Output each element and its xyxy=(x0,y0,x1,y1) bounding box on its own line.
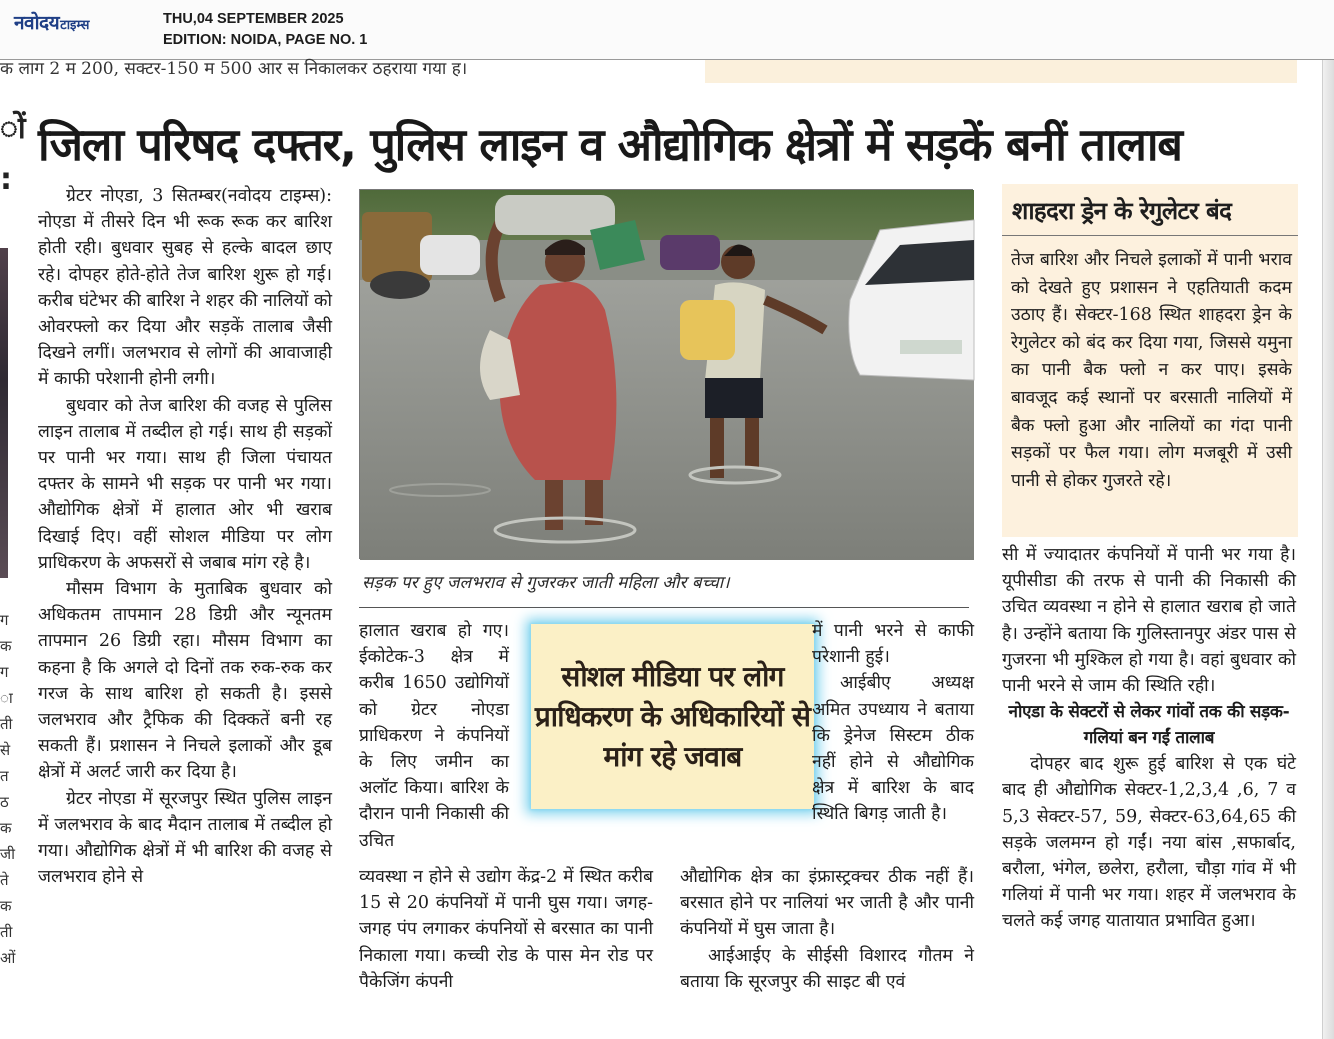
side-box-title: शाहदरा ड्रेन के रेगुलेटर बंद xyxy=(1012,197,1232,225)
article-column-3-bottom xyxy=(680,864,974,995)
article-paragraph: ग्रेटर नोएडा, 3 सितम्बर(नवोदय टाइम्स): नोएडा में तीसरे दिन भी रूक रूक कर बारिश होती रही। बुधवार सुबह से हल्के बादल छाए रहे। दोपहर होते-होते तेज बारिश शुरू हो गई। करीब घंटेभर की बारिश ने शहर की नालियों को ओवरफ्लो कर दिया और सड़कें तालाब जैसी दिखने लगीं। जलभराव से लोगों की आवाजाही में काफी परेशानी होनी लगी। xyxy=(38,186,332,390)
side-box-text: तेज बारिश और निचले इलाकों में पानी भराव को देखते हुए प्रशासन ने एहतियाती कदम उठाए हैं। सेक्टर-168 स्थित शाहदरा ड्रेन के रेगुलेटर को बंद कर दिया गया, जिससे यमुना का पानी बैक फ्लो न कर पाए। इसके बावजूद कई स्थानों पर बरसाती नालियों में बैक फ्लो हुआ और नालियों का गंदा पानी सड़कों पर फैल गया। लोग मजबूरी में उसी पानी से होकर गुजरते रहे। xyxy=(1011,250,1292,491)
edition-line: EDITION: NOIDA, PAGE NO. 1 xyxy=(163,32,368,48)
clipped-glyph: ों xyxy=(0,111,26,146)
pull-quote-text: सोशल मीडिया पर लोग प्राधिकरण के अधिकारियों से मांग रहे जवाब xyxy=(534,659,811,773)
page-scroll-edge[interactable] xyxy=(1322,60,1334,1039)
section-divider xyxy=(359,607,969,608)
article-paragraph: व्यवस्था न होने से उद्योग केंद्र-2 में स्थित करीब 15 से 20 कंपनियों में पानी घुस गया। जगह-जगह पंप लगाकर कंपनियों से बरसात का पानी निकाला गया। कच्ची रोड के पास मेन रोड पर पैकेजिंग कंपनी xyxy=(359,867,653,992)
clipped-previous-text: क लाग 2 म 200, सक्टर-150 म 500 आर स निकालकर ठहराया गया ह। xyxy=(0,59,468,79)
article-headline: जिला परिषद दफ्तर, पुलिस लाइन व औद्योगिक क्षेत्रों में सड़कें बनीं तालाब xyxy=(38,118,1182,171)
clipped-fragment: ती xyxy=(0,923,13,941)
distant-car xyxy=(420,235,480,275)
clipped-fragment: जी xyxy=(0,845,16,863)
clipped-fragment: ओं xyxy=(0,949,16,967)
clipped-glyph: : xyxy=(0,162,12,197)
side-box-rule xyxy=(1002,235,1298,236)
edition-info xyxy=(163,9,367,51)
logo-main-text: नवोदय xyxy=(14,12,60,34)
clipped-fragment: ती xyxy=(0,715,13,733)
article-subheading: नोएडा के सेक्टरों से लेकर गांवों तक की सड़क-गलियां बन गईं तालाब xyxy=(1008,702,1290,749)
clipped-fragment: त xyxy=(0,767,9,785)
article-paragraph: हालात खराब हो गए। ईकोटेक-3 क्षेत्र में करीब 1650 उद्योगियों को ग्रेटर नोएडा प्राधिकरण ने कंपनियों के लिए जमीन का अलॉट किया। बारिश के दौरान पानी निकासी की उचित xyxy=(359,621,509,851)
pull-quote-box xyxy=(531,624,814,809)
article-paragraph: दोपहर बाद शुरू हुई बारिश से एक घंटे बाद ही औद्योगिक सेक्टर-1,2,3,4 ,6, 7 व 5,3 सेक्टर-57, 59, सेक्टर-63,64,65 की सड़के जलमग्न हो गईं। नया बांस ,सफार्बाद, बरौला, भंगेल, छलेरा, हरौला, चौड़ा गांव में भी गलियां में पानी भर गया। शहर में जलभराव के चलते कई जगह यातायात प्रभावित हुआ। xyxy=(1002,754,1296,932)
article-column-4 xyxy=(1002,542,1296,935)
child-bundle xyxy=(680,300,735,360)
clipped-fragment: ग xyxy=(0,611,9,629)
newspaper-logo[interactable] xyxy=(14,9,89,35)
clipped-fragment: क xyxy=(0,897,12,915)
flooded-street-illustration xyxy=(360,190,974,560)
clipped-photo xyxy=(0,248,8,578)
article-paragraph: आईआईए के सीईसी विशारद गौतम ने बताया कि सूरजपुर की साइट बी एवं xyxy=(680,945,974,992)
clipped-fragment: ा xyxy=(0,689,13,707)
article-column-1 xyxy=(38,183,332,890)
article-column-2-top xyxy=(359,618,509,854)
clipped-fragment: से xyxy=(0,741,11,759)
article-paragraph: बुधवार को तेज बारिश की वजह से पुलिस लाइन तालाब में तब्दील हो गई। साथ ही सड़कों पर पानी भर गया। साथ ही जिला पंचायत दफ्तर के सामने भी सड़क पर पानी भर गया। औद्योगिक क्षेत्रों में हालात ओर भी खराब दिखाई दिए। वहीं सोशल मीडिया पर लोग प्राधिकरण के अफसरों से जबाब मांग रहे है। xyxy=(38,395,332,573)
clipped-fragment: ठ xyxy=(0,793,9,811)
clipped-fragment: क xyxy=(0,637,12,655)
article-paragraph: में पानी भरने से काफी परेशानी हुई। xyxy=(812,621,974,668)
clipped-fragment: ग xyxy=(0,663,9,681)
article-paragraph: आईबीए अध्यक्ष अमित उपध्याय ने बताया कि ड्रेनेज सिस्टम ठीक नहीं होने से औद्योगिक क्षेत्र में बारिश के बाद स्थिति बिगड़ जाती है। xyxy=(812,673,974,825)
logo-sub-text: टाइम्स xyxy=(60,18,90,33)
photo-caption: सड़क पर हुए जलभराव से गुजरकर जाती महिला और बच्चा। xyxy=(362,573,730,593)
article-column-2-bottom xyxy=(359,864,653,995)
news-photo[interactable] xyxy=(359,189,973,559)
neighbour-box-strip xyxy=(705,60,1297,83)
article-paragraph: औद्योगिक क्षेत्र का इंफ्रास्ट्रक्चर ठीक नहीं हैं। बरसात होने पर नालियां भर जाती है और पानी कंपनियों में घुस जाता है। xyxy=(680,867,974,940)
article-column-3-top xyxy=(812,618,974,828)
article-paragraph: सी में ज्यादातर कंपनियों में पानी भर गया है। यूपीसीडा की तरफ से पानी की निकासी की उचित व्यवस्था न होने से हालात खराब हो जाते है। उन्होंने बताया कि गुलिस्तानपुर अंडर पास से गुजरना भी मुश्किल हो गया है। वहां बुधवार को पानी भरने से जाम की स्थिति रही। xyxy=(1002,545,1296,697)
article-paragraph: ग्रेटर नोएडा में सूरजपुर स्थित पुलिस लाइन में जलभराव के बाद मैदान तालाब में तब्दील हो गया। औद्योगिक क्षेत्रों में भी बारिश की वजह से जलभराव होने से xyxy=(38,788,332,888)
clipped-fragment: क xyxy=(0,819,12,837)
viewer-header-bar xyxy=(0,0,1334,60)
left-neighbour-column xyxy=(0,100,26,1000)
clipped-fragment: ते xyxy=(0,871,9,889)
side-news-box xyxy=(1002,184,1298,537)
date-line: THU,04 SEPTEMBER 2025 xyxy=(163,11,344,27)
article-paragraph: मौसम विभाग के मुताबिक बुधवार को अधिकतम तापमान 28 डिग्री और न्यूनतम तापमान 26 डिग्री रहा। मौसम विभाग का कहना है कि अगले दो दिनों तक रुक-रुक कर गरज के साथ बारिश हो सकती है। इससे जलभराव और ट्रैफिक की दिक्कतें बनी रह सकती हैं। प्रशासन ने निचले इलाकों और डूब क्षेत्रों में अलर्ट जारी कर दिया है। xyxy=(38,579,332,783)
